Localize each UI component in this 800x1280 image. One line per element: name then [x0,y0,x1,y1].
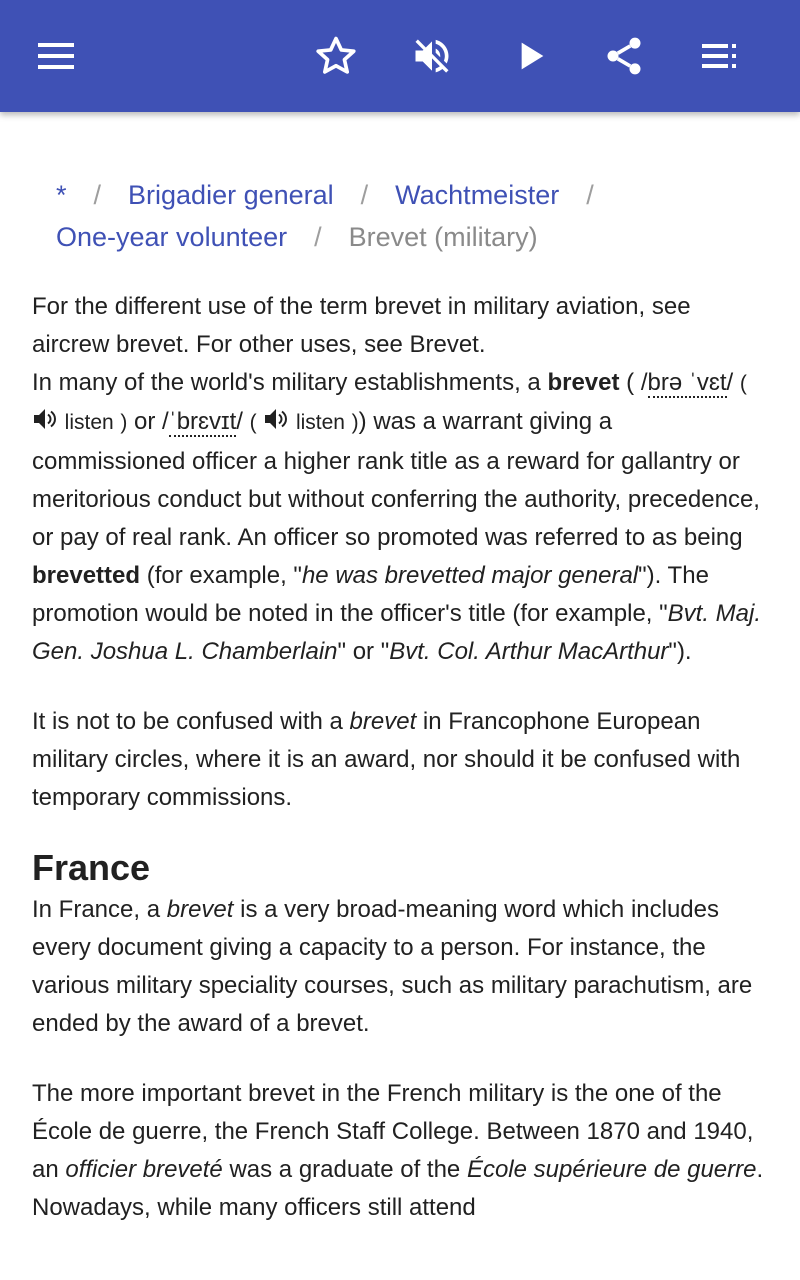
breadcrumb-item-one-year-volunteer[interactable]: One-year volunteer [56,222,288,252]
share-icon [602,34,646,78]
share-button[interactable] [596,28,652,84]
play-button[interactable] [502,28,558,84]
breadcrumb-item-root[interactable]: * [56,180,67,210]
breadcrumb [32,174,772,258]
article-content [32,174,772,1227]
listen-link-2[interactable]: listen [295,411,345,434]
table-of-contents-icon [700,36,740,76]
breadcrumb-item-brigadier-general[interactable]: Brigadier general [128,180,334,210]
term-brevet: brevet [547,369,620,396]
breadcrumb-separator: / [93,180,102,210]
breadcrumb-item-wachtmeister[interactable]: Wachtmeister [395,180,560,210]
breadcrumb-separator: / [586,180,594,210]
term-brevetted: brevetted [32,562,141,589]
france-paragraph-1: In France, a brevet is a very broad-meaning word which includes every document giving a capacity to a person. For instance, the various military speciality courses, such as military parachutism, are ended by the award of a brevet. [32,896,753,1037]
hamburger-menu-icon [36,36,76,76]
speaker-icon[interactable] [32,405,58,443]
play-icon [510,36,550,76]
ipa-pronunciation-2[interactable]: ˈbrɛvɪt [168,408,237,435]
breadcrumb-separator: / [314,222,322,252]
speaker-icon[interactable] [263,405,289,443]
hatnote: For the different use of the term brevet in military aviation, see aircrew brevet. For other uses, see Brevet. [32,293,691,358]
favorite-button[interactable] [308,28,364,84]
mute-button[interactable] [404,28,460,84]
app-toolbar [0,0,800,112]
star-outline-icon [314,34,358,78]
section-heading-france: France [32,847,151,888]
france-paragraph-2: The more important brevet in the French military is the one of the École de guerre, the French Staff College. Between 1870 and 1940, an officier breveté was a graduate of the École supérieure de guerre. Nowadays, while many officers still attend [32,1080,764,1221]
intro-paragraph: In many of the world's military establishments, a brevet ( /brə ˈvɛt/ ( listen ) or /ˈbrɛvɪt/ ( listen )) was a warrant giving a commissioned officer a higher rank title as a reward for gallantry or meritorious conduct but without conferring the authority, precedence, or pay of real rank. An officer so promoted was referred to as being brevetted (for example, "he was brevetted major general"). The promotion would be noted in the officer's title (for example, "Bvt. Maj. Gen. Joshua L. Chamberlain" or "Bvt. Col. Arthur MacArthur"). [32,369,762,665]
listen-link-1[interactable]: listen [64,411,114,434]
breadcrumb-separator: / [360,180,369,210]
confusion-paragraph: It is not to be confused with a brevet in Francophone European military circles, where it is an award, nor should it be confused with temporary commissions. [32,708,741,811]
ipa-pronunciation-1[interactable]: brə ˈvɛt [647,369,727,396]
toc-button[interactable] [692,28,748,84]
breadcrumb-current: Brevet (military) [348,222,538,252]
volume-off-icon [410,34,454,78]
menu-button[interactable] [28,28,84,84]
